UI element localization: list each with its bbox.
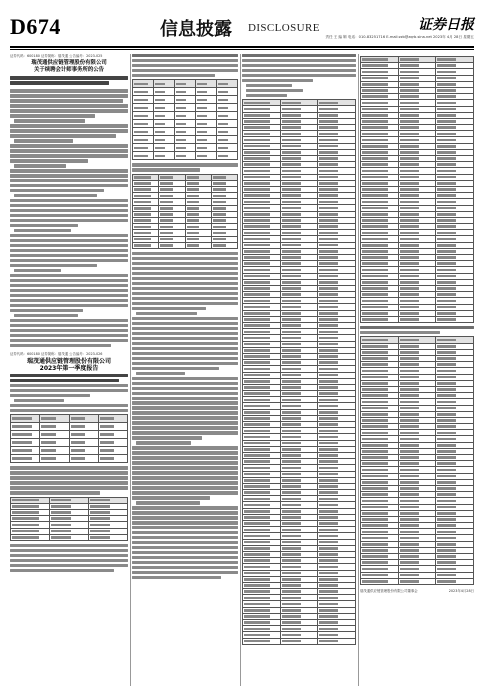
table-row	[11, 455, 128, 463]
text-line	[10, 99, 123, 102]
masthead-rule-thick	[10, 46, 474, 48]
text-line	[132, 54, 238, 57]
text-line	[10, 174, 128, 177]
text-line	[132, 566, 238, 569]
table-row	[243, 638, 356, 644]
section-title: 信息披露	[160, 19, 232, 40]
text-line	[132, 556, 238, 559]
text-line	[10, 254, 128, 257]
text-line	[10, 329, 128, 332]
text-line	[132, 531, 238, 534]
text-line	[10, 129, 128, 132]
table-row	[11, 447, 128, 455]
text-line	[10, 476, 128, 479]
text-line	[132, 317, 238, 320]
text-line	[10, 184, 128, 187]
text-line	[132, 536, 238, 539]
text-line	[10, 289, 128, 292]
text-line	[14, 119, 85, 122]
text-line	[246, 84, 292, 87]
text-line	[132, 541, 238, 544]
text-line	[132, 163, 238, 166]
text-line	[136, 372, 185, 375]
text-line	[10, 199, 128, 202]
text-line	[10, 76, 128, 80]
text-line	[10, 179, 128, 182]
table-row	[11, 423, 128, 431]
text-line	[132, 337, 238, 340]
text-line	[10, 569, 114, 572]
text-line	[14, 399, 64, 402]
text-line	[10, 309, 83, 312]
financial-table	[10, 414, 128, 463]
text-line	[10, 89, 128, 92]
text-line	[132, 307, 206, 310]
announcement-title-line: 2023年第一季度报告	[39, 364, 99, 372]
text-line	[132, 69, 238, 72]
table-row	[133, 242, 238, 248]
text-line	[132, 491, 238, 494]
column-c	[242, 54, 356, 686]
text-line	[132, 426, 238, 429]
announcement-title	[10, 358, 128, 372]
table-row	[133, 88, 238, 96]
text-line	[132, 411, 238, 414]
balance-sheet-table	[242, 99, 356, 645]
text-line	[10, 274, 128, 277]
table-row	[133, 136, 238, 144]
text-line	[132, 342, 238, 345]
text-line	[132, 332, 238, 335]
column-d	[360, 54, 474, 686]
text-line	[10, 294, 128, 297]
text-line	[10, 409, 128, 412]
board-signature: 瑞茂通供应链管理股份有限公司董事会	[360, 588, 418, 593]
text-line	[136, 312, 197, 315]
text-line	[10, 214, 128, 217]
text-line	[132, 466, 238, 469]
table-row	[133, 112, 238, 120]
text-line	[10, 169, 128, 172]
text-line	[132, 506, 238, 509]
text-line	[10, 114, 95, 117]
text-line	[132, 74, 215, 77]
section-title-english: DISCLOSURE	[248, 22, 320, 34]
text-line	[132, 521, 238, 524]
text-line	[10, 299, 128, 302]
text-line	[132, 387, 238, 390]
table-row	[11, 534, 128, 540]
text-line	[14, 269, 61, 272]
text-line	[132, 377, 238, 380]
masthead	[10, 14, 474, 44]
table-row	[133, 96, 238, 104]
text-line	[132, 516, 238, 519]
text-line	[10, 334, 128, 337]
text-line	[10, 244, 128, 247]
financial-table	[10, 497, 128, 541]
text-line	[132, 257, 238, 260]
text-line	[10, 154, 128, 157]
text-line	[360, 331, 440, 334]
text-line	[136, 441, 191, 444]
text-line	[132, 367, 219, 370]
text-line	[132, 421, 238, 424]
text-line	[10, 81, 109, 85]
text-line	[10, 134, 116, 137]
text-line	[10, 339, 128, 342]
text-line	[10, 344, 111, 347]
shareholder-table	[132, 174, 238, 249]
text-line	[10, 379, 119, 383]
text-line	[10, 224, 78, 227]
announcement-title	[10, 60, 128, 74]
text-line	[132, 272, 238, 275]
column-divider	[358, 54, 359, 686]
text-line	[132, 347, 238, 350]
text-line	[132, 292, 238, 295]
text-line	[132, 561, 238, 564]
text-line	[132, 526, 238, 529]
text-line	[132, 282, 238, 285]
text-line	[132, 546, 238, 549]
announcement-title-line: 瑞茂通供应链管理股份有限公司	[26, 357, 111, 365]
column-a	[10, 54, 128, 686]
announcement-header-line: 证券代码：600180 证券简称：瑞茂通 公告编号：2023-026	[10, 351, 103, 356]
text-line	[132, 436, 202, 439]
table-row	[133, 120, 238, 128]
table-row	[361, 316, 474, 322]
text-line	[10, 559, 128, 562]
income-statement-table	[360, 56, 474, 323]
text-line	[14, 314, 78, 317]
text-line	[132, 571, 238, 574]
text-line	[10, 404, 128, 407]
signature-footer	[360, 588, 474, 593]
newspaper-logo: 证券日报	[418, 17, 474, 33]
text-line	[10, 481, 128, 484]
table-row	[11, 415, 128, 423]
text-line	[132, 382, 238, 385]
text-line	[132, 496, 210, 499]
text-line	[10, 304, 128, 307]
text-line	[10, 124, 128, 127]
text-line	[10, 319, 128, 322]
text-line	[242, 79, 313, 82]
table-row	[133, 104, 238, 112]
text-line	[10, 109, 128, 112]
text-line	[10, 149, 128, 152]
text-line	[10, 94, 128, 97]
text-line	[10, 389, 128, 392]
text-line	[10, 249, 128, 252]
text-line	[10, 264, 97, 267]
text-line	[242, 74, 356, 77]
text-line	[132, 481, 238, 484]
text-line	[10, 204, 128, 207]
table-row	[11, 439, 128, 447]
text-line	[132, 262, 238, 265]
text-line	[10, 219, 128, 222]
column-divider	[240, 54, 241, 686]
text-line	[10, 564, 128, 567]
text-line	[132, 357, 238, 360]
text-line	[132, 406, 238, 409]
text-line	[10, 491, 100, 494]
table-row	[133, 152, 238, 160]
text-line	[132, 471, 238, 474]
text-line	[10, 471, 128, 474]
text-line	[132, 511, 238, 514]
text-line	[132, 476, 238, 479]
text-line	[132, 486, 238, 489]
text-line	[10, 384, 128, 387]
text-line	[360, 326, 474, 329]
text-line	[132, 352, 238, 355]
table-row	[133, 80, 238, 88]
page-number: D674	[10, 14, 61, 39]
text-line	[10, 284, 128, 287]
text-line	[10, 234, 128, 237]
footer-date: 2023年4月28日	[448, 588, 474, 593]
table-row	[361, 578, 474, 584]
cash-flow-table	[360, 336, 474, 585]
text-line	[10, 549, 128, 552]
text-line	[242, 54, 356, 57]
editor-contact-date-line: 责任 王 编 辑 电话：010-83251716 E-mail:zzb@zqrb.sina.net 2023年 4月 28日 星期五	[325, 35, 474, 39]
announcement-header-line: 证券代码：600180 证券简称：瑞茂通 公告编号：2023-025	[10, 54, 103, 58]
text-line	[14, 164, 66, 167]
text-line	[10, 259, 128, 262]
text-line	[132, 287, 238, 290]
text-line	[10, 466, 128, 469]
text-line	[132, 267, 238, 270]
text-line	[132, 461, 238, 464]
text-line	[132, 392, 238, 395]
text-line	[132, 431, 238, 434]
text-line	[10, 189, 104, 192]
text-line	[10, 104, 128, 107]
text-line	[10, 159, 88, 162]
text-line	[14, 139, 73, 142]
text-line	[132, 327, 238, 330]
text-line	[132, 416, 238, 419]
text-line	[132, 397, 238, 400]
text-line	[14, 194, 97, 197]
table-row	[11, 431, 128, 439]
text-line	[246, 89, 303, 92]
text-line	[14, 229, 71, 232]
table-row	[133, 128, 238, 136]
text-line	[136, 501, 200, 504]
text-line	[10, 279, 128, 282]
text-line	[132, 576, 221, 579]
announcement-title-line: 关于续聘会计师事务所的公告	[33, 67, 105, 73]
text-line	[132, 446, 238, 449]
text-line	[132, 401, 238, 404]
column-divider	[130, 54, 131, 686]
text-line	[10, 239, 128, 242]
text-line	[10, 144, 128, 147]
text-line	[10, 394, 90, 397]
text-line	[246, 94, 287, 97]
text-line	[242, 59, 356, 62]
text-line	[10, 209, 128, 212]
text-line	[132, 551, 238, 554]
text-line	[10, 544, 128, 547]
announcement-title-line: 瑞茂通供应链管理股份有限公司	[31, 60, 107, 66]
text-line	[132, 322, 238, 325]
text-line	[242, 64, 356, 67]
text-line	[132, 362, 238, 365]
text-line	[132, 252, 238, 255]
text-line	[132, 277, 238, 280]
text-line	[132, 302, 238, 305]
table-row	[133, 144, 238, 152]
text-line	[132, 451, 238, 454]
text-line	[132, 297, 238, 300]
text-line	[10, 374, 128, 378]
text-line	[132, 168, 200, 171]
text-line	[132, 59, 238, 62]
text-line	[132, 456, 238, 459]
text-line	[10, 486, 128, 489]
text-line	[132, 64, 238, 67]
text-line	[10, 324, 128, 327]
masthead-rule-thin	[10, 49, 474, 50]
column-b	[132, 54, 238, 686]
text-line	[10, 554, 128, 557]
text-line	[242, 69, 356, 72]
shareholder-table	[132, 79, 238, 160]
